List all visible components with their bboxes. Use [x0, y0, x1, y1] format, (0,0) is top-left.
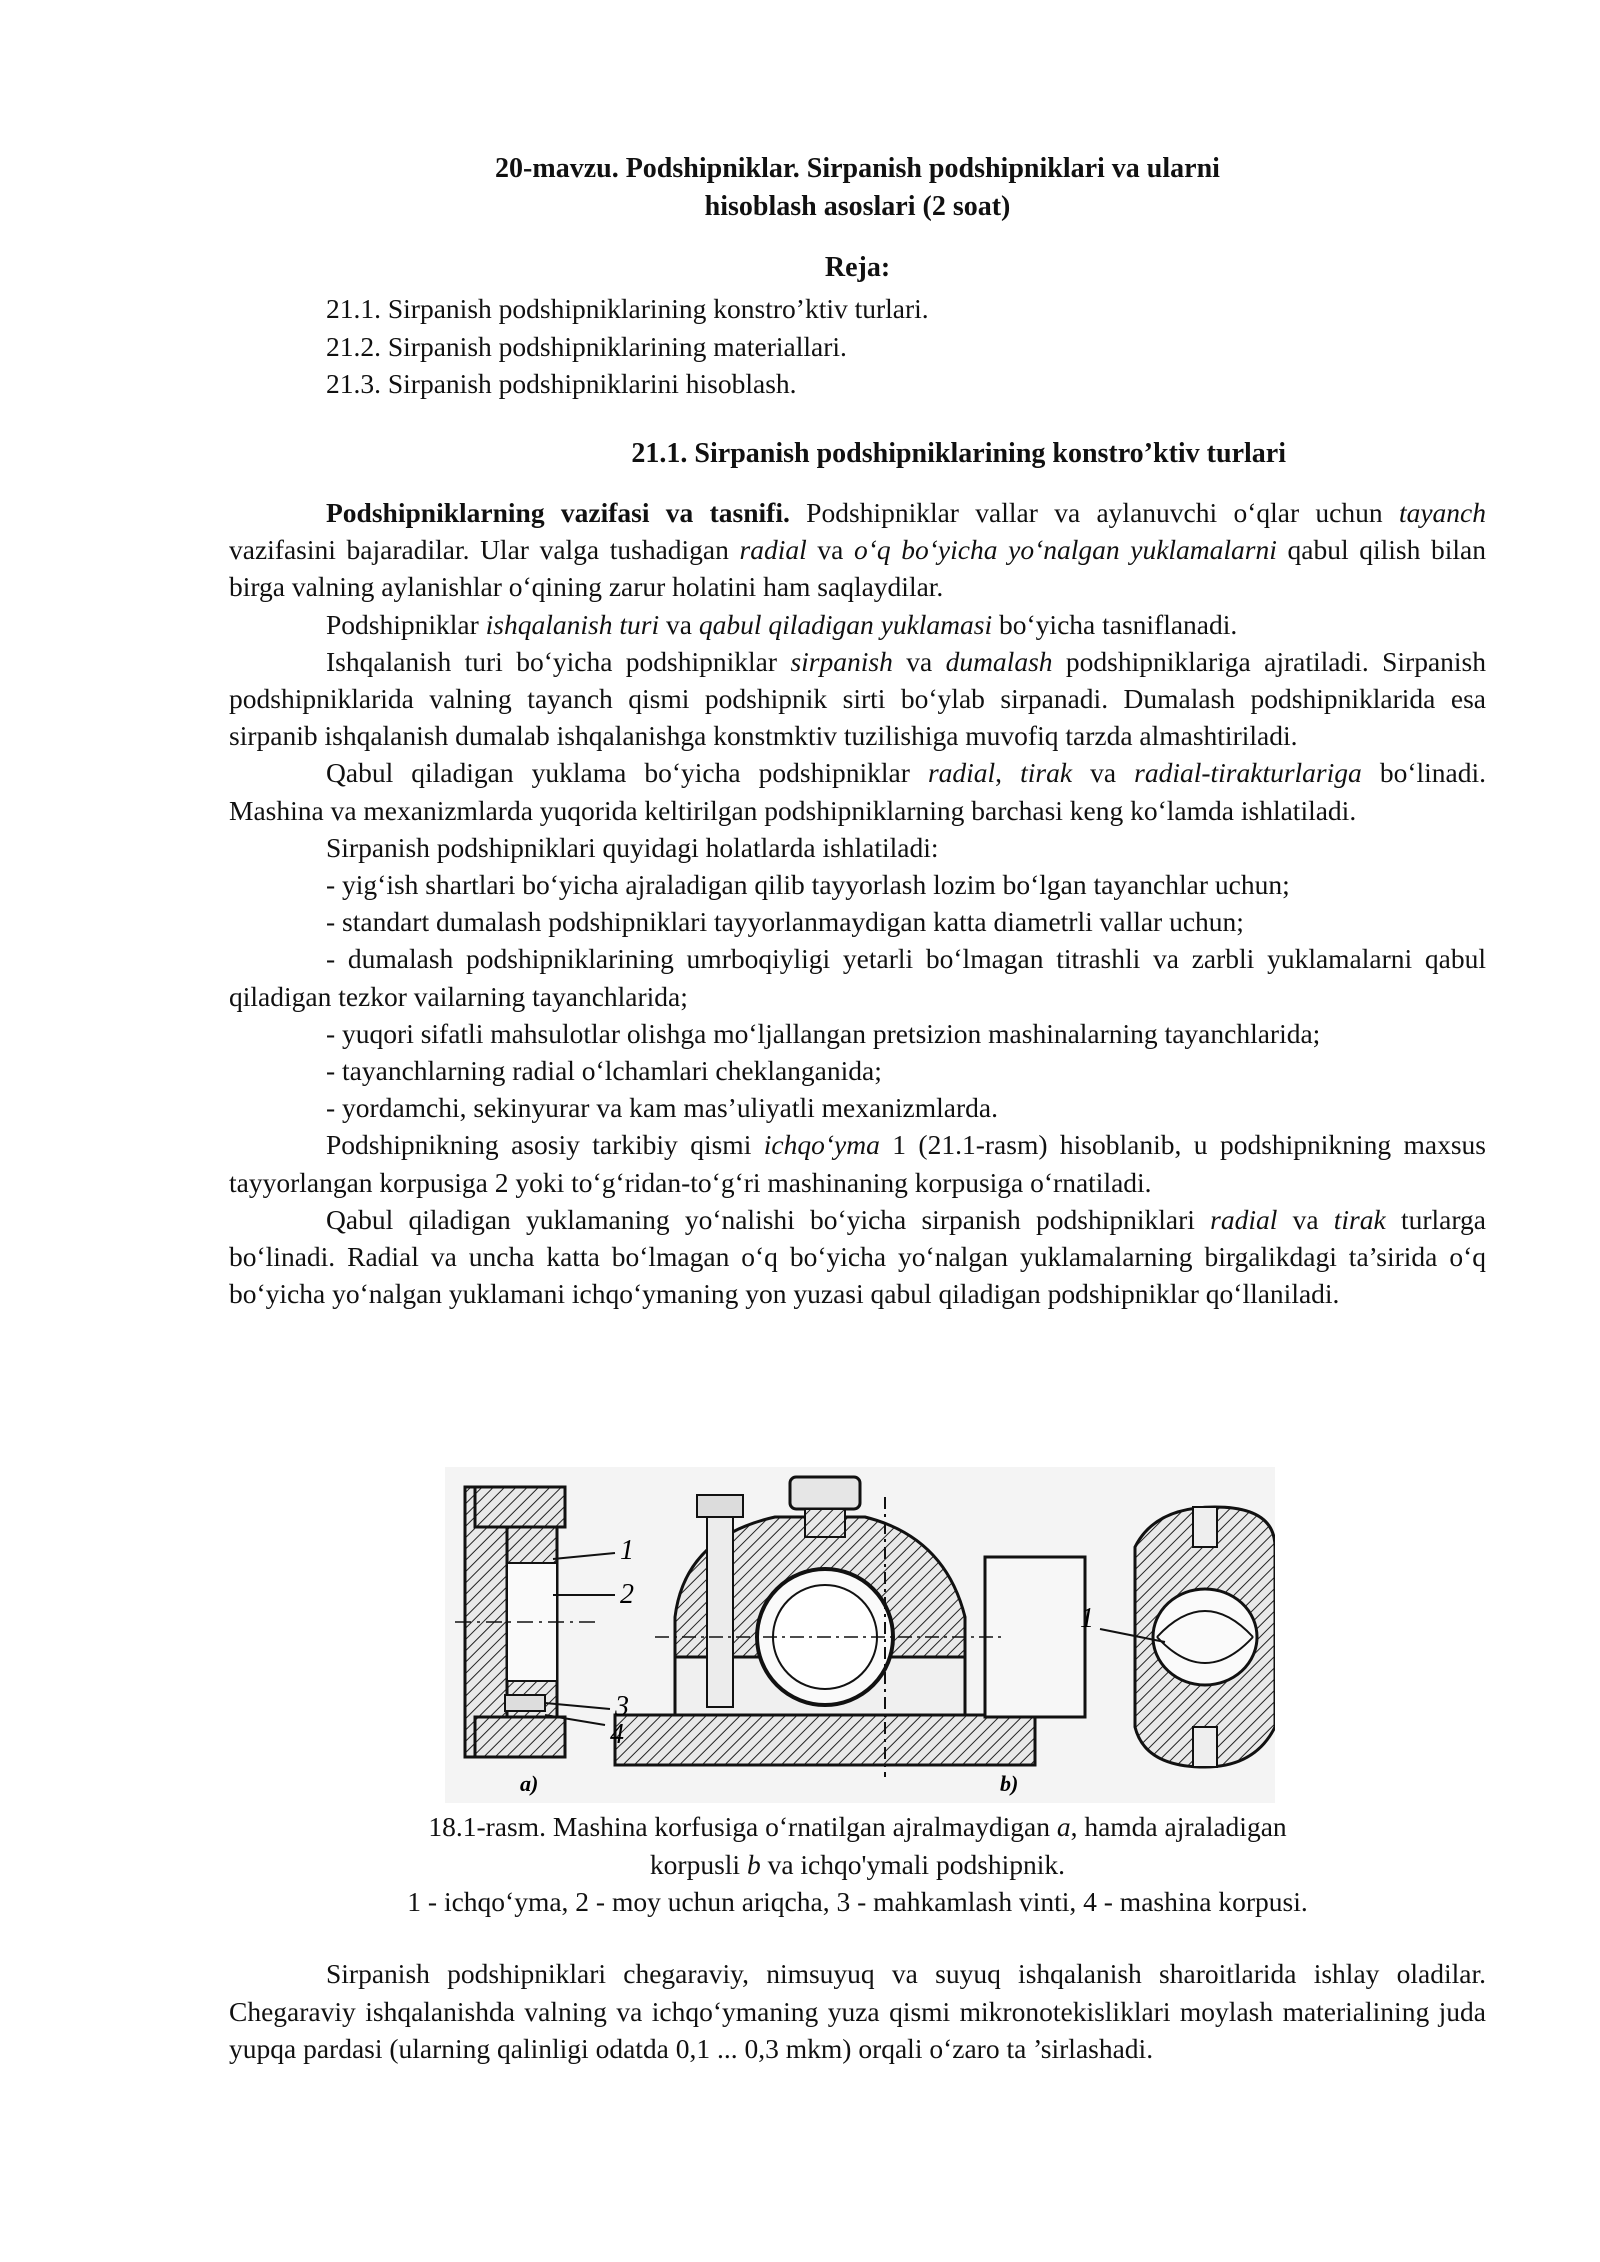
caption-line-1: [229, 1808, 1486, 1846]
page-title: [229, 150, 1486, 226]
figure-caption: [229, 1808, 1486, 1921]
paragraph-5: Sirpanish podshipniklari quyidagi holatlarda ishlatiladi:: [326, 831, 939, 863]
label-a: a): [520, 1771, 539, 1796]
list-item: - tayanchlarning radial o‘lchamlari cheklanganida;: [326, 1055, 882, 1087]
bearing-a-drawing: [455, 1487, 615, 1757]
paragraph-4: [229, 754, 1486, 828]
italic-run: tirak: [1020, 757, 1073, 789]
text-run: podshipniklariga ajratiladi. Sirpanish podshipniklarida valning tayanch qismi podshipnik sirti bo‘ylab sirpanadi. Dumalash podshipniklarida esa sirpanib ishqalanish dumalab ishqalanishga konstmktiv tuzilishiga muvofiq tarzda almashtiriladi.: [229, 645, 1486, 752]
body-text: [229, 494, 1486, 1312]
plan-heading: Reja:: [824, 252, 891, 283]
text-run: bo‘yicha tasniflanadi.: [992, 608, 1238, 640]
text-run: va: [892, 645, 946, 677]
italic-run: dumalash: [945, 645, 1053, 677]
body-text-2: [229, 1955, 1486, 2068]
label-1-spherical: 1: [1080, 1603, 1094, 1634]
text-run: bo‘linadi. Mashina va mexanizmlarda yuqorida keltirilgan podshipniklarning barchasi keng ko‘lamda ishlatiladi.: [229, 757, 1486, 826]
list-item: - yuqori sifatli mahsulotlar olishga mo‘ljallangan pretsizion mashinalarning tayanchlarida;: [326, 1017, 1321, 1049]
italic-run: radial: [739, 534, 807, 566]
section-heading: [229, 438, 1486, 470]
list-item: - yordamchi, sekinyurar va kam mas’uliyatli mexanizmlarda.: [326, 1092, 998, 1124]
plan-item: 21.3. Sirpanish podshipniklarini hisoblash.: [326, 368, 797, 399]
italic-run: radial: [1210, 1203, 1278, 1235]
text-run: Podshipniklar vallar va aylanuvchi o‘qlar uchun: [789, 497, 1399, 528]
text-run: korpusli: [649, 1848, 747, 1880]
label-b: b): [1000, 1771, 1019, 1796]
italic-run: b: [746, 1848, 761, 1880]
bearing-c-drawing: [1100, 1507, 1275, 1767]
text-run: qabul qilish bilan birga valning aylanishlar o‘qining zarur holatini ham saqlaydilar.: [229, 534, 1486, 603]
italic-run: a: [1056, 1811, 1071, 1842]
italic-run: o‘q bo‘yicha yo‘nalgan yuklamalarni: [853, 534, 1277, 566]
bearing-drawing: [445, 1467, 1275, 1803]
italic-run: radial: [927, 757, 996, 789]
text-run: Podshipnikning asosiy tarkibiy qismi: [326, 1129, 764, 1161]
text-run: va: [659, 608, 699, 640]
plan-item: 21.2. Sirpanish podshipniklarining materiallari.: [326, 330, 847, 362]
paragraph-lead: Podshipniklarning vazifasi va tasnifi.: [326, 497, 790, 528]
text-run: , hamda ajraladigan: [1070, 1811, 1287, 1842]
italic-run: tayanch: [1398, 497, 1487, 528]
label-3: 3: [615, 1691, 629, 1722]
title-line-2: hisoblash asoslari (2 soat): [704, 191, 1011, 222]
text-run: Qabul qiladigan yuklama bo‘yicha podshipniklar: [326, 757, 928, 789]
text-run: va ichqo'ymali podshipnik.: [760, 1848, 1066, 1880]
text-run: 1 (21.1-rasm) hisoblanib, u podshipnikning maxsus tayyorlangan korpusiga 2 yoki to‘g‘ridan-to‘g‘ri mashinaning korpusiga o‘rnatiladi.: [229, 1129, 1486, 1198]
text-run: Qabul qiladigan yuklamaning yo‘nalishi bo‘yicha sirpanish podshipniklari: [326, 1203, 1211, 1235]
text-run: turlarga bo‘linadi. Radial va uncha katta bo‘lmagan o‘q bo‘yicha yo‘nalgan yuklamalarning birgalikdagi ta’sirida o‘q bo‘yicha yo‘nalgan yuklamani ichqo‘ymaning yon yuzasi qabul qiladigan podshipniklar qo‘llaniladi.: [229, 1203, 1486, 1310]
paragraph-6: [229, 1126, 1486, 1200]
paragraph-8: Sirpanish podshipniklari chegaraviy, nimsuyuq va suyuq ishqalanish sharoitlarida ishlay oladilar. Chegaraviy ishqalanishda valning va ichqo‘ymaning yuza qismi mikronotekisliklari moylash materialining juda yupqa pardasi (ularning qalinligi odatda 0,1 ... 0,3 mkm) orqali o‘zaro ta ’sirlashadi.: [229, 1958, 1486, 2064]
label-2: 2: [620, 1579, 634, 1610]
paragraph-2: [229, 606, 1486, 643]
italic-run: radial-tirakturlariga: [1134, 757, 1362, 789]
italic-run: ishqalanish turi: [485, 608, 660, 640]
section-heading-text: 21.1. Sirpanish podshipniklarining konstro’ktiv turlari: [631, 438, 1286, 469]
text-run: va: [1277, 1203, 1334, 1235]
text-run: va: [806, 534, 854, 566]
caption-line-3: 1 - ichqo‘yma, 2 - moy uchun ariqcha, 3 - mahkamlash vinti, 4 - mashina korpusi.: [407, 1886, 1308, 1917]
italic-run: qabul qiladigan yuklamasi: [698, 608, 993, 640]
italic-run: ichqo‘yma: [763, 1129, 880, 1161]
italic-run: tirak: [1333, 1203, 1386, 1235]
text-run: ,: [995, 757, 1021, 789]
bearing-b-drawing: [615, 1477, 1085, 1777]
text-run: Ishqalanish turi bo‘yicha podshipniklar: [326, 645, 791, 677]
paragraph-7: [229, 1201, 1486, 1313]
plan-item: 21.1. Sirpanish podshipniklarining konstro’ktiv turlari.: [326, 293, 929, 324]
text-run: Podshipniklar: [326, 608, 486, 640]
text-run: vazifasini bajaradilar. Ular valga tushadigan: [229, 534, 740, 566]
label-1: 1: [620, 1535, 634, 1566]
paragraph-1: [229, 494, 1486, 606]
bearing-figure: [445, 1467, 1275, 1803]
title-line-1: 20-mavzu. Podshipniklar. Sirpanish podshipniklari va ularni: [495, 153, 1220, 184]
paragraph-3: [229, 643, 1486, 755]
caption-line-2: [229, 1846, 1486, 1884]
text-run: 18.1-rasm. Mashina korfusiga o‘rnatilgan ajralmaydigan: [428, 1811, 1057, 1842]
label-4: 4: [610, 1719, 624, 1750]
plan-list: [326, 290, 929, 403]
list-item: - dumalash podshipniklarining umrboqiyligi yetarli bo‘lmagan titrashli va zarbli yuklamalarni qabul qiladigan tezkor vailarning tayanchlarida;: [229, 943, 1486, 1012]
list-item: - standart dumalash podshipniklari tayyorlanmaydigan katta diametrli vallar uchun;: [326, 906, 1244, 938]
list-item: - yig‘ish shartlari bo‘yicha ajraladigan qilib tayyorlash lozim bo‘lgan tayanchlar uchun;: [326, 869, 1290, 901]
italic-run: sirpanish: [790, 645, 893, 677]
text-run: va: [1072, 757, 1135, 789]
